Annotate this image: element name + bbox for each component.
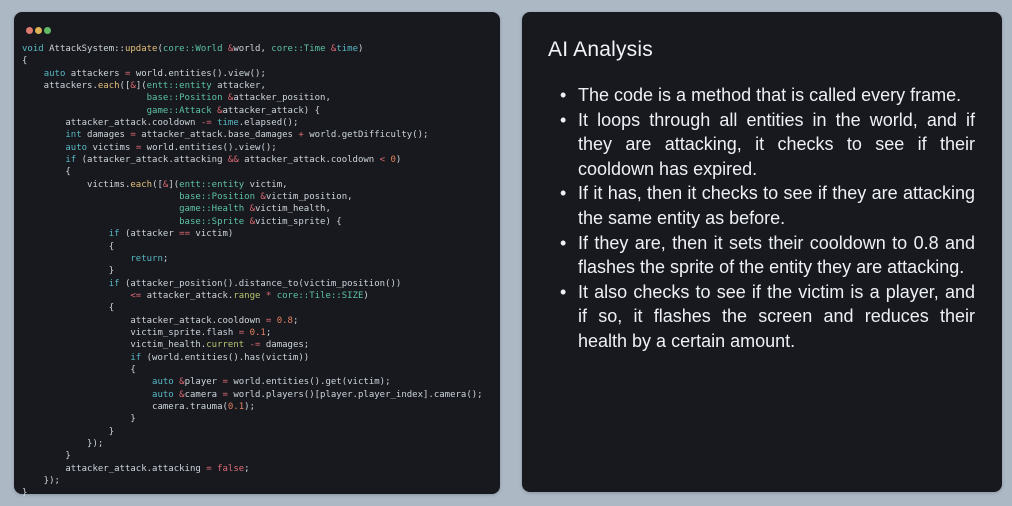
code-line: base::Sprite &victim_sprite) { (179, 216, 342, 227)
code-line: if (world.entities().has(victim)) (130, 352, 310, 363)
analysis-title: AI Analysis (548, 38, 653, 61)
code-line: } (22, 414, 136, 425)
code-line: if (attacker_position().distance_to(victim_position()) (108, 278, 402, 289)
code-line: attacker_attack.attacking = false; (22, 463, 250, 474)
code-line: { (22, 364, 136, 375)
code-line: { (22, 56, 28, 67)
code-line: auto attackers = world.entities().view(); (43, 68, 266, 79)
code-line: void AttackSystem::update(core::World &world, core::Time &time) (22, 44, 364, 54)
code-line: attacker_attack.cooldown = 0.8; (22, 315, 299, 326)
code-line: camera.trauma(0.1); (22, 401, 256, 412)
code-block (14, 34, 500, 500)
minimize-button-icon[interactable] (35, 27, 42, 34)
code-line: auto victims = world.entities().view(); (65, 142, 277, 153)
code-line: return; (130, 253, 169, 264)
code-line: int damages = attacker_attack.base_damages + world.getDifficulty(); (65, 130, 429, 141)
analysis-list (522, 83, 1002, 354)
code-line: victim_health.current -= damages; (22, 340, 310, 351)
code-line: attackers.each([&](entt::entity attacker, (22, 81, 266, 92)
analysis-bullet: • The code is a method that is called every frame. (578, 83, 975, 108)
code-line: game::Health &victim_health, (179, 204, 331, 215)
code-line: } (22, 426, 115, 437)
code-line: }); (22, 439, 104, 449)
analysis-bullet: • If it has, then it checks to see if they are attacking the same entity as before. (578, 181, 975, 230)
code-line: } (22, 451, 71, 462)
code-line: attacker_attack.cooldown -= time.elapsed(); (22, 118, 299, 129)
analysis-bullet: • It also checks to see if the victim is a player, and if so, it flashes the screen and reduces their health by a certain amount. (578, 280, 975, 354)
code-line: base::Position &attacker_position, (146, 93, 331, 104)
close-button-icon[interactable] (26, 27, 33, 34)
code-line: { (22, 241, 115, 252)
maximize-button-icon[interactable] (44, 27, 51, 34)
code-line: game::Attack &attacker_attack) { (146, 105, 321, 116)
code-line: }); (22, 476, 60, 487)
code-line: <= attacker_attack.range * core::Tile::SIZE) (130, 290, 369, 301)
code-editor-window (14, 12, 500, 499)
code-line: { (22, 167, 71, 178)
analysis-bullet: • It loops through all entities in the world, and if they are attacking, it checks to see if their cooldown has expired. (578, 108, 975, 182)
code-line: if (attacker_attack.attacking && attacker_attack.cooldown < 0) (65, 155, 402, 166)
code-line: { (22, 303, 115, 314)
code-line: } (22, 488, 28, 499)
code-line: } (22, 266, 115, 277)
code-line: auto &camera = world.players()[player.player_index].camera(); (152, 389, 483, 400)
window-controls (14, 12, 500, 34)
code-line: base::Position &victim_position, (179, 192, 353, 203)
analysis-bullet: • If they are, then it sets their cooldown to 0.8 and flashes the sprite of the entity they are attacking. (578, 231, 975, 280)
code-line: if (attacker == victim) (108, 229, 234, 240)
code-line: victim_sprite.flash = 0.1; (22, 327, 272, 338)
ai-analysis-panel (522, 12, 1002, 492)
code-line: victims.each([&](entt::entity victim, (22, 179, 288, 190)
code-line: auto &player = world.entities().get(victim); (152, 377, 391, 388)
